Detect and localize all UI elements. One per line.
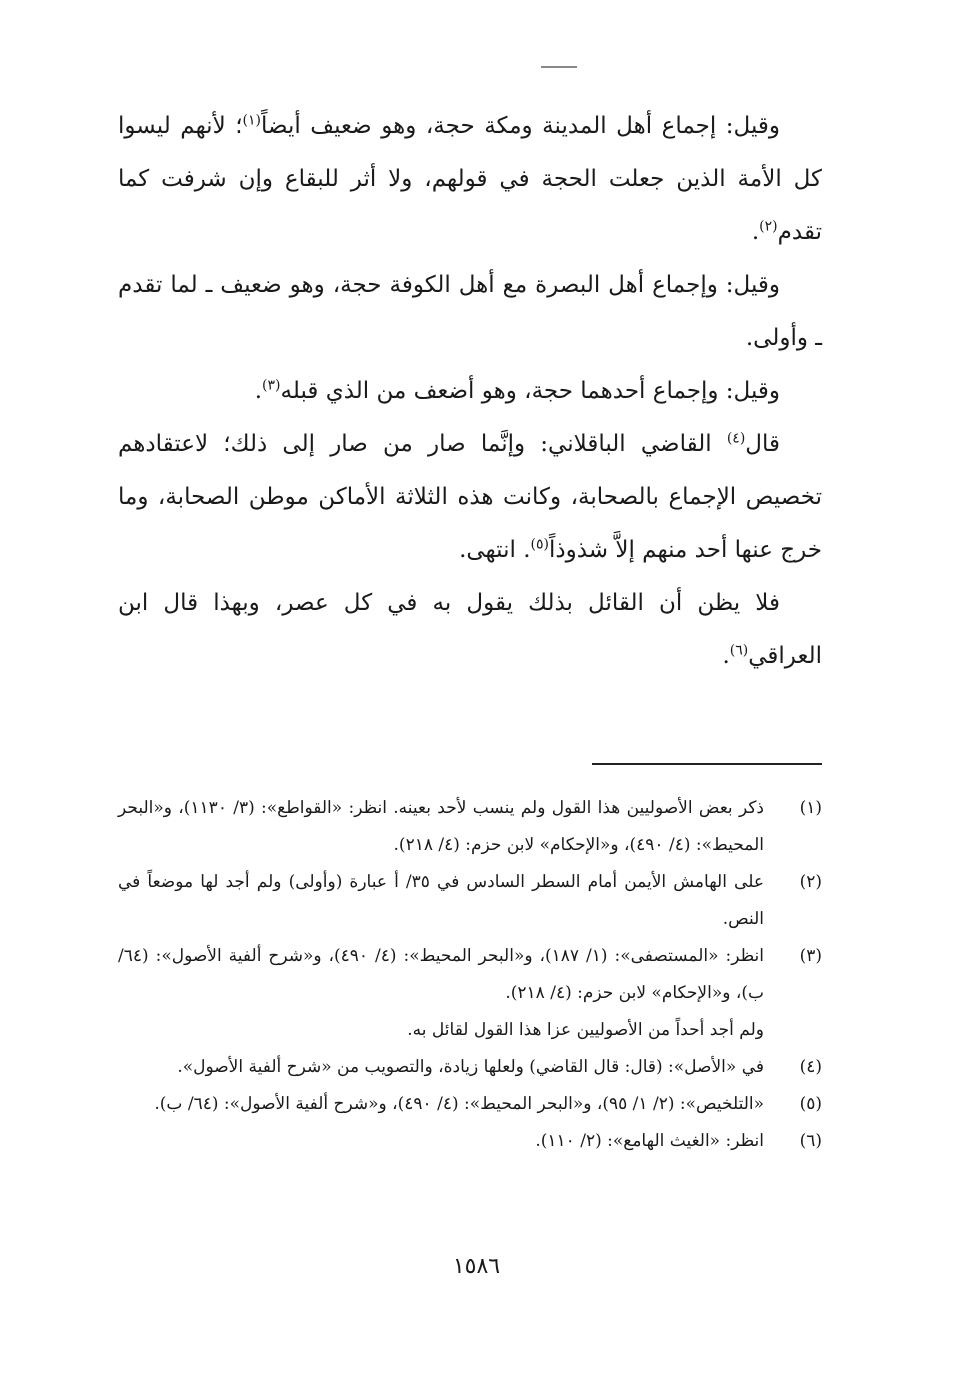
- footnote-text: «التلخيص»: (٢/ ١/ ٩٥)، و«البحر المحيط»: (٤/ ٤٩٠)، و«شرح ألفية الأصول»: (٦٤/ ب).: [154, 1094, 764, 1114]
- footnote-item: [118, 1049, 822, 1086]
- paragraph: وقيل: وإجماع أحدهما حجة، وهو أضعف من الذي قبله$^{(٣)}$.: [254, 377, 780, 404]
- footnote-ref[interactable]: (١): [242, 112, 262, 129]
- paragraph: وقيل: وإجماع أهل البصرة مع أهل الكوفة حجة، وهو ضعيف ـ لما تقدم ـ وأولى.: [118, 272, 822, 351]
- page-number: ١٥٨٦: [452, 1254, 501, 1279]
- footnote-text: انظر: «الغيث الهامع»: (٢/ ١١٠).: [535, 1131, 764, 1151]
- footnote-number: (٥): [799, 1094, 822, 1114]
- top-mark: [541, 66, 577, 68]
- paragraph: فلا يظن أن القائل بذلك يقول به في كل عصر، وبهذا قال ابن العراقي$^{(٦)}$.: [118, 590, 822, 669]
- footnote-item: [118, 864, 822, 938]
- footnote-number: (٦): [799, 1131, 822, 1151]
- footnote-continuation: ولم أجد أحداً من الأصوليين عزا هذا القول لقائل به.: [407, 1020, 764, 1040]
- paragraph: قال$^{(٤)}$ القاضي الباقلاني: وإنَّما صار من صار إلى ذلك؛ لاعتقادهم تخصيص الإجماع بالصحابة، وكانت هذه الثلاثة الأماكن موطن الصحابة، وما خرج عنها أحد منهم إلاَّ شذوذاً$^{(٥)}$. انتهى.: [118, 430, 822, 563]
- footnote-number: (٢): [799, 872, 822, 892]
- footnote-text: في «الأصل»: (قال: قال القاضي) ولعلها زيادة، والتصويب من «شرح ألفية الأصول».: [177, 1057, 764, 1077]
- footnote-ref[interactable]: (٦): [729, 642, 749, 659]
- footnotes: [118, 790, 822, 1160]
- footnote-ref[interactable]: (٥): [530, 536, 549, 553]
- footnote-text: على الهامش الأيمن أمام السطر السادس في ٣٥/ أ عبارة (وأولى) ولم أجد لها موضعاً في النص.: [118, 872, 764, 929]
- footnote-number: (٤): [799, 1057, 822, 1077]
- footnote-item: [118, 938, 822, 1012]
- footnote-number: (١): [799, 798, 822, 818]
- main-text: [118, 100, 822, 683]
- footnote-number: (٣): [799, 946, 822, 966]
- footnote-text: ذكر بعض الأصوليين هذا القول ولم ينسب لأحد بعينه. انظر: «القواطع»: (٣/ ١١٣٠)، و«البحر المحيط»: (٤/ ٤٩٠)، و«الإحكام» لابن حزم: (٤/ ٢١٨).: [118, 798, 764, 855]
- footnote-item: [118, 1123, 822, 1160]
- footnote-ref[interactable]: (٣): [262, 377, 281, 394]
- footnote-ref[interactable]: (٤): [726, 430, 746, 447]
- footnote-ref[interactable]: (٢): [759, 218, 778, 235]
- footnote-item: [118, 1086, 822, 1123]
- footnote-text: انظر: «المستصفى»: (١/ ١٨٧)، و«البحر المحيط»: (٤/ ٤٩٠)، و«شرح ألفية الأصول»: (٦٤/ ب)، و«الإحكام» لابن حزم: (٤/ ٢١٨).: [118, 946, 764, 1003]
- footnote-item: [118, 790, 822, 864]
- paragraph: وقيل: إجماع أهل المدينة ومكة حجة، وهو ضعيف أيضاً$^{(١)}$؛ لأنهم ليسوا كل الأمة الذين جعلت الحجة في قولهم، ولا أثر للبقاع وإن شرفت كما تقدم$^{(٢)}$.: [118, 112, 822, 245]
- footnote-separator: [592, 763, 822, 765]
